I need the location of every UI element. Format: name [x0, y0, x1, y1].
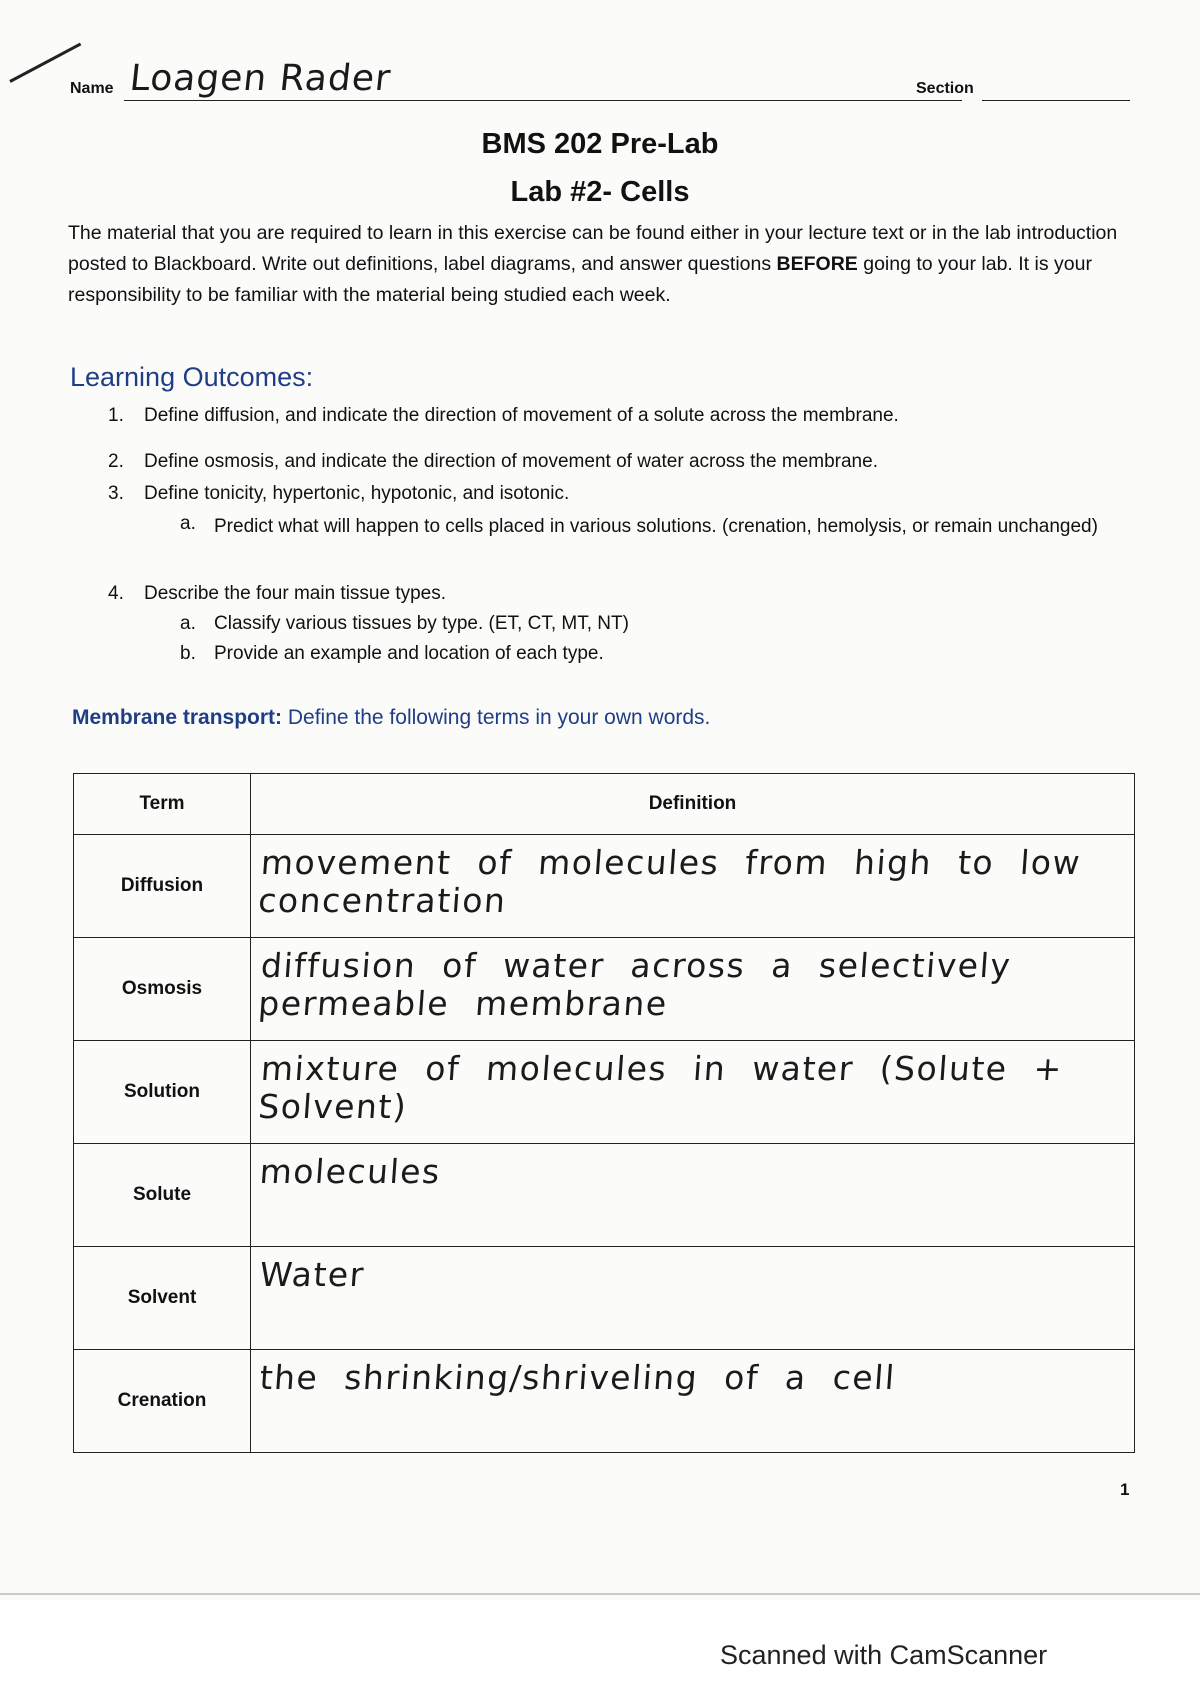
intro-part2: going to your lab. It is your responsibility to be familiar with the material being studied each week.: [68, 253, 1092, 306]
table-row: [74, 938, 1135, 1041]
table-header-row: [74, 774, 1135, 835]
student-name: Loagen Rader: [127, 58, 394, 99]
definitions-table: [73, 773, 1135, 1453]
outcome-item: [108, 583, 446, 605]
membrane-transport-prompt: [72, 706, 710, 730]
definition-cell: [251, 1350, 1135, 1453]
lab-title: Lab #2- Cells: [510, 176, 690, 208]
outcome-subitem: [180, 513, 1114, 541]
term-cell: Osmosis: [74, 938, 251, 1041]
term-cell: Diffusion: [74, 835, 251, 938]
term-column-header: Term: [74, 774, 251, 835]
name-line: [124, 100, 962, 101]
intro-part1: The material that you are required to learn in this exercise can be found either in your lecture text or in the lab introduction posted to Blackboard. Write out definitions, label diagrams, and answer questions: [68, 222, 1118, 275]
definition-cell: [251, 938, 1135, 1041]
outcome-number: 3.: [108, 483, 124, 504]
outcome-subitem: [180, 643, 604, 665]
outcome-text: Describe the four main tissue types.: [144, 583, 447, 604]
outcome-letter: a.: [180, 513, 196, 534]
page-number: 1: [1120, 1480, 1130, 1499]
name-label: Name: [70, 80, 114, 97]
header-row: [70, 58, 1130, 104]
handwritten-definition: movement of molecules from high to low concentration: [257, 843, 1083, 920]
outcome-letter: b.: [180, 643, 196, 664]
table-row: [74, 1350, 1135, 1453]
definition-cell: [251, 1041, 1135, 1144]
intro-paragraph: [68, 218, 1138, 311]
term-cell: Solute: [74, 1144, 251, 1247]
outcome-number: 4.: [108, 583, 124, 604]
outcome-item: [108, 451, 878, 473]
definition-column-header: Definition: [251, 774, 1135, 835]
outcome-text: Define osmosis, and indicate the direction of movement of water across the membrane.: [144, 451, 878, 472]
table-row: [74, 1247, 1135, 1350]
outcome-text: Provide an example and location of each type.: [214, 643, 604, 664]
outcome-subitem: [180, 613, 629, 635]
outcome-text: Define diffusion, and indicate the direction of movement of a solute across the membrane.: [144, 405, 899, 426]
term-cell: Solution: [74, 1041, 251, 1144]
outcome-number: 2.: [108, 451, 124, 472]
definition-cell: [251, 1144, 1135, 1247]
handwritten-definition: Water: [258, 1255, 367, 1294]
paper-edge: [0, 1593, 1200, 1595]
intro-bold: BEFORE: [776, 253, 858, 275]
outcome-number: 1.: [108, 405, 124, 426]
outcome-item: [108, 483, 569, 505]
handwritten-definition: the shrinking/shriveling of a cell: [258, 1358, 897, 1397]
definition-cell: [251, 1247, 1135, 1350]
table-row: [74, 835, 1135, 938]
membrane-transport-instruction: Define the following terms in your own words.: [282, 706, 711, 729]
table-row: [74, 1041, 1135, 1144]
section-label: Section: [916, 80, 974, 97]
handwritten-definition: diffusion of water across a selectively permeable membrane: [257, 946, 1013, 1023]
outcome-letter: a.: [180, 613, 196, 634]
course-title: BMS 202 Pre-Lab: [481, 128, 719, 160]
outcome-text: Classify various tissues by type. (ET, CT, MT, NT): [214, 613, 629, 634]
outcome-item: [108, 405, 899, 427]
handwritten-definition: mixture of molecules in water (Solute + Solvent): [257, 1049, 1065, 1126]
section-line: [982, 100, 1130, 101]
learning-outcomes-heading: Learning Outcomes:: [70, 362, 314, 392]
outcome-text: Predict what will happen to cells placed in various solutions. (crenation, hemolysis, or remain unchanged): [214, 516, 1098, 537]
outcome-text: Define tonicity, hypertonic, hypotonic, and isotonic.: [144, 483, 570, 504]
scanner-watermark: Scanned with CamScanner: [720, 1640, 1048, 1670]
table-row: [74, 1144, 1135, 1247]
term-cell: Solvent: [74, 1247, 251, 1350]
membrane-transport-heading: Membrane transport:: [72, 706, 283, 729]
term-cell: Crenation: [74, 1350, 251, 1453]
handwritten-definition: molecules: [258, 1152, 443, 1191]
definition-cell: [251, 835, 1135, 938]
